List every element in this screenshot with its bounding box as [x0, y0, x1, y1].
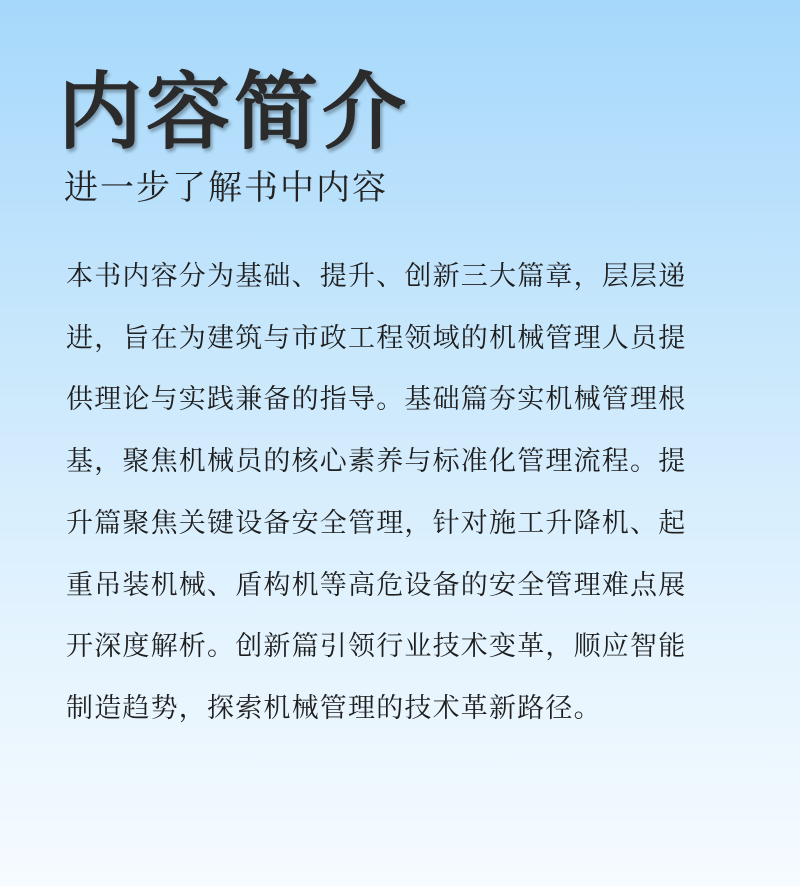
page-subtitle: 进一步了解书中内容 [64, 168, 388, 208]
paragraph-line: 升篇聚焦关键设备安全管理，针对施工升降机、起 [66, 507, 687, 539]
paragraph-line: 基，聚焦机械员的核心素养与标准化管理流程。提 [66, 446, 687, 478]
intro-paragraph [66, 246, 746, 740]
paragraph-line: 制造趋势，探索机械管理的技术革新路径。 [66, 692, 602, 724]
page-title: 内容简介 [58, 63, 411, 161]
paragraph-line: 供理论与实践兼备的指导。基础篇夯实机械管理根 [66, 384, 687, 416]
paragraph-line: 进，旨在为建筑与市政工程领域的机械管理人员提 [66, 322, 687, 354]
paragraph-line: 本书内容分为基础、提升、创新三大篇章，层层递 [66, 261, 687, 292]
paragraph-line: 开深度解析。创新篇引领行业技术变革，顺应智能 [66, 631, 687, 663]
paragraph-line: 重吊装机械、盾构机等高危设备的安全管理难点展 [66, 569, 687, 601]
